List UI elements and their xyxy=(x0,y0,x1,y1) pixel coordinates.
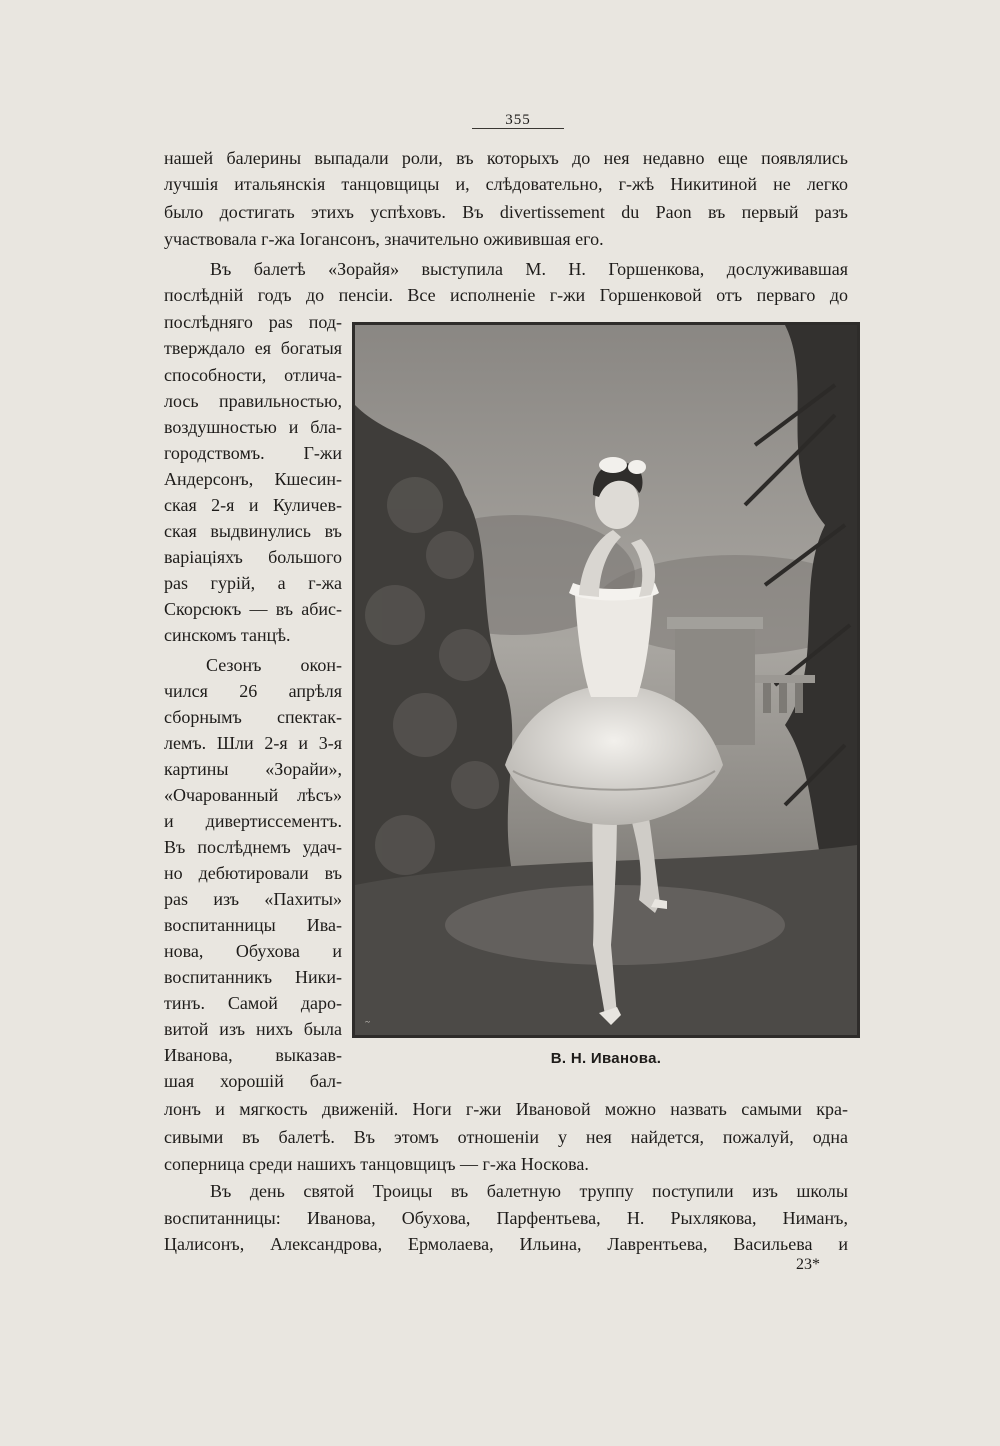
text-line: Цалисонъ, Александрова, Ермолаева, Ильина, Лаврентьева, Васильева и xyxy=(164,1234,848,1254)
text-line: лось правильностью, xyxy=(164,391,342,411)
text-line: pas изъ «Пахиты» xyxy=(164,889,342,909)
text-line: тинъ. Самой даро- xyxy=(164,993,342,1013)
text-line: Въ день святой Троицы въ балетную труппу поступили изъ школы xyxy=(210,1181,848,1201)
page-number: 355 xyxy=(505,112,531,128)
text-line: варіаціяхъ большого xyxy=(164,547,342,567)
signature-mark: 23* xyxy=(796,1256,820,1273)
text-line: шая хорошій бал- xyxy=(164,1071,342,1091)
text-line: лучшія итальянскія танцовщицы и, слѣдовательно, г-жѣ Никитиной не легко xyxy=(164,174,848,194)
text-line: но дебютировали въ xyxy=(164,863,342,883)
text-line: участвовала г-жа Іогансонъ, значительно оживившая его. xyxy=(164,229,604,249)
text-line: Сезонъ окон- xyxy=(206,655,342,675)
ballerina-photograph xyxy=(352,322,860,1038)
text-line: Скорсюкъ — въ абис- xyxy=(164,599,342,619)
text-line: лонъ и мягкость движеній. Ноги г-жи Ивановой можно назвать самыми кра- xyxy=(164,1099,848,1119)
text-line: послѣдняго pas под- xyxy=(164,312,342,332)
text-line: сборнымъ спектак- xyxy=(164,707,342,727)
photo-illustration xyxy=(355,325,857,1035)
photographer-signature: ~ xyxy=(365,1017,370,1027)
text-line: городствомъ. Г-жи xyxy=(164,443,342,463)
text-line: синскомъ танцѣ. xyxy=(164,625,291,645)
text-line: Въ послѣднемъ удач- xyxy=(164,837,342,857)
text-line: тверждало ея богатыя xyxy=(164,338,342,358)
text-line: воздушностью и бла- xyxy=(164,417,342,437)
text-line: витой изъ нихъ была xyxy=(164,1019,342,1039)
text-line: чился 26 апрѣля xyxy=(164,681,342,701)
text-line: Андерсонъ, Кшесин- xyxy=(164,469,342,489)
text-line: воспитанницы: Иванова, Обухова, Парфентьева, Н. Рыхлякова, Ниманъ, xyxy=(164,1208,848,1228)
text-line: лемъ. Шли 2-я и 3-я xyxy=(164,733,342,753)
text-line: картины «Зорайи», xyxy=(164,759,342,779)
text-line: Въ балетѣ «Зорайя» выступила М. Н. Горшенкова, дослуживавшая xyxy=(210,259,848,279)
photo-caption: В. Н. Иванова. xyxy=(550,1050,662,1067)
text-line: нашей балерины выпадали роли, въ которыхъ до нея недавно еще появлялись xyxy=(164,148,848,168)
text-line: и дивертиссементъ. xyxy=(164,811,342,831)
page-number-rule xyxy=(472,128,564,129)
text-line: нова, Обухова и xyxy=(164,941,342,961)
text-line: ская 2-я и Куличев- xyxy=(164,495,342,515)
text-line: соперница среди нашихъ танцовщицъ — г-жа Носкова. xyxy=(164,1154,589,1174)
text-line: послѣдній годъ до пенсіи. Все исполненіе г-жи Горшенковой отъ перваго до xyxy=(164,285,848,305)
text-line: «Очарованный лѣсъ» xyxy=(164,785,342,805)
text-line: pas гурій, а г-жа xyxy=(164,573,342,593)
text-line: было достигать этихъ успѣховъ. Въ divertissement du Paon въ первый разъ xyxy=(164,202,848,222)
text-line: Иванова, выказав- xyxy=(164,1045,342,1065)
text-line: сивыми въ балетѣ. Въ этомъ отношеніи у нея найдется, пожалуй, одна xyxy=(164,1127,848,1147)
text-line: ская выдвинулись въ xyxy=(164,521,342,541)
text-line: воспитанникъ Ники- xyxy=(164,967,342,987)
text-line: способности, отлича- xyxy=(164,365,342,385)
text-line: воспитанницы Ива- xyxy=(164,915,342,935)
